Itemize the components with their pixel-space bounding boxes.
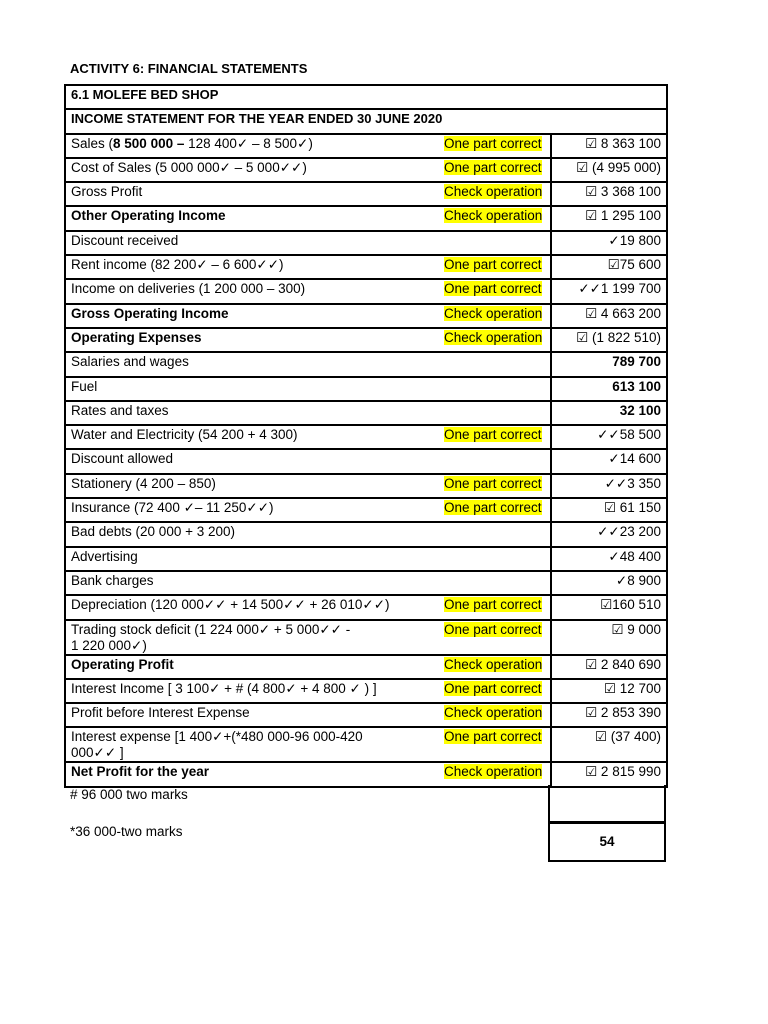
- highlighted-marking-note: One part correct: [444, 427, 542, 443]
- marking-note: [437, 328, 551, 352]
- marking-note: [437, 352, 551, 376]
- marking-note: [437, 679, 551, 703]
- marking-note: [437, 304, 551, 328]
- line-item-description: Salaries and wages: [65, 352, 437, 376]
- statement-row: [65, 231, 667, 255]
- highlighted-marking-note: Check operation: [444, 208, 543, 224]
- marking-note: [437, 547, 551, 571]
- statement-row: [65, 620, 667, 655]
- statement-row: [65, 425, 667, 449]
- line-item-description: Water and Electricity (54 200 + 4 300): [65, 425, 437, 449]
- line-item-description: Interest expense [1 400✓+(*480 000-96 000-420 000✓✓ ]: [65, 727, 437, 762]
- total-marks: 54: [548, 822, 666, 862]
- line-item-amount: ✓✓1 199 700: [551, 279, 667, 303]
- line-item-description: Discount allowed: [65, 449, 437, 473]
- line-item-amount: ☑ (1 822 510): [551, 328, 667, 352]
- marking-note: [437, 255, 551, 279]
- highlighted-marking-note: Check operation: [444, 656, 543, 672]
- statement-row: [65, 522, 667, 546]
- footnote: # 96 000 two marks: [70, 787, 188, 802]
- statement-heading: INCOME STATEMENT FOR THE YEAR ENDED 30 JUNE 2020: [65, 109, 667, 133]
- income-statement-table: [64, 84, 668, 788]
- statement-row: [65, 474, 667, 498]
- highlighted-marking-note: Check operation: [444, 305, 543, 321]
- line-item-description: Income on deliveries (1 200 000 – 300): [65, 279, 437, 303]
- line-item-description: Fuel: [65, 377, 437, 401]
- marking-note: [437, 449, 551, 473]
- statement-row: [65, 449, 667, 473]
- line-item-description: Sales (8 500 000 – 128 400✓ – 8 500✓): [65, 134, 437, 158]
- footnote: *36 000-two marks: [70, 824, 183, 839]
- statement-row: [65, 762, 667, 786]
- line-item-amount: ☑ 2 853 390: [551, 703, 667, 727]
- line-item-amount: ☑ 8 363 100: [551, 134, 667, 158]
- highlighted-marking-note: One part correct: [444, 475, 542, 491]
- line-item-description: Advertising: [65, 547, 437, 571]
- marking-note: [437, 498, 551, 522]
- highlighted-marking-note: One part correct: [444, 729, 542, 745]
- line-item-description: Profit before Interest Expense: [65, 703, 437, 727]
- line-item-amount: 789 700: [551, 352, 667, 376]
- line-item-description: Discount received: [65, 231, 437, 255]
- line-item-amount: ☑ 2 815 990: [551, 762, 667, 786]
- line-item-amount: ☑ 3 368 100: [551, 182, 667, 206]
- statement-row: [65, 279, 667, 303]
- highlighted-marking-note: One part correct: [444, 621, 542, 637]
- line-item-description: Bank charges: [65, 571, 437, 595]
- marking-note: [437, 401, 551, 425]
- marking-note: [437, 595, 551, 619]
- line-item-amount: ✓19 800: [551, 231, 667, 255]
- statement-row: [65, 328, 667, 352]
- highlighted-marking-note: One part correct: [444, 257, 542, 273]
- line-item-amount: ✓8 900: [551, 571, 667, 595]
- marking-note: [437, 474, 551, 498]
- line-item-amount: ✓✓58 500: [551, 425, 667, 449]
- line-item-description: Operating Profit: [65, 655, 437, 679]
- line-item-amount: ☑ 61 150: [551, 498, 667, 522]
- line-item-description: Depreciation (120 000✓✓ + 14 500✓✓ + 26 010✓✓): [65, 595, 437, 619]
- highlighted-marking-note: One part correct: [444, 597, 542, 613]
- line-item-description: Rates and taxes: [65, 401, 437, 425]
- line-item-amount: ☑ 9 000: [551, 620, 667, 655]
- line-item-description: Trading stock deficit (1 224 000✓ + 5 000✓✓ - 1 220 000✓): [65, 620, 437, 655]
- marking-note: [437, 182, 551, 206]
- line-item-amount: ☑ (4 995 000): [551, 158, 667, 182]
- line-item-description: Gross Profit: [65, 182, 437, 206]
- line-item-description: Interest Income [ 3 100✓ + # (4 800✓ + 4 800 ✓ ) ]: [65, 679, 437, 703]
- marking-note: [437, 377, 551, 401]
- highlighted-marking-note: One part correct: [444, 500, 542, 516]
- statement-row: [65, 352, 667, 376]
- statement-row: [65, 206, 667, 230]
- highlighted-marking-note: Check operation: [444, 184, 543, 200]
- marking-note: [437, 703, 551, 727]
- statement-row: [65, 498, 667, 522]
- line-item-amount: ✓48 400: [551, 547, 667, 571]
- line-item-description: Other Operating Income: [65, 206, 437, 230]
- line-item-description: Rent income (82 200✓ – 6 600✓✓): [65, 255, 437, 279]
- statement-row: [65, 377, 667, 401]
- line-item-amount: ☑ 4 663 200: [551, 304, 667, 328]
- line-item-amount: ☑75 600: [551, 255, 667, 279]
- statement-row: [65, 134, 667, 158]
- line-item-amount: ✓✓23 200: [551, 522, 667, 546]
- marking-note: [437, 522, 551, 546]
- line-item-description: Cost of Sales (5 000 000✓ – 5 000✓✓): [65, 158, 437, 182]
- statement-row: [65, 401, 667, 425]
- line-item-amount: ☑ 2 840 690: [551, 655, 667, 679]
- statement-row: [65, 182, 667, 206]
- line-item-description: Operating Expenses: [65, 328, 437, 352]
- statement-row: [65, 703, 667, 727]
- statement-row: [65, 571, 667, 595]
- line-item-description: Gross Operating Income: [65, 304, 437, 328]
- line-item-amount: ☑ 12 700: [551, 679, 667, 703]
- marking-note: [437, 206, 551, 230]
- statement-row: [65, 304, 667, 328]
- statement-row: [65, 655, 667, 679]
- line-item-amount: ✓14 600: [551, 449, 667, 473]
- line-item-amount: ☑ 1 295 100: [551, 206, 667, 230]
- section-heading: 6.1 MOLEFE BED SHOP: [65, 85, 667, 109]
- highlighted-marking-note: One part correct: [444, 281, 542, 297]
- marking-note: [437, 727, 551, 762]
- line-item-amount: 613 100: [551, 377, 667, 401]
- line-item-amount: ✓✓3 350: [551, 474, 667, 498]
- marking-note: [437, 762, 551, 786]
- statement-row: [65, 727, 667, 762]
- marking-note: [437, 425, 551, 449]
- marking-note: [437, 571, 551, 595]
- highlighted-marking-note: Check operation: [444, 705, 543, 721]
- statement-row: [65, 255, 667, 279]
- marking-note: [437, 134, 551, 158]
- statement-row: [65, 595, 667, 619]
- highlighted-marking-note: Check operation: [444, 329, 543, 345]
- marking-note: [437, 655, 551, 679]
- line-item-description: Stationery (4 200 – 850): [65, 474, 437, 498]
- line-item-description: Net Profit for the year: [65, 762, 437, 786]
- highlighted-marking-note: One part correct: [444, 680, 542, 696]
- line-item-amount: ☑ (37 400): [551, 727, 667, 762]
- activity-title: ACTIVITY 6: FINANCIAL STATEMENTS: [70, 61, 308, 76]
- highlighted-marking-note: One part correct: [444, 159, 542, 175]
- highlighted-marking-note: Check operation: [444, 764, 543, 780]
- line-item-description: Bad debts (20 000 + 3 200): [65, 522, 437, 546]
- line-item-description: Insurance (72 400 ✓– 11 250✓✓): [65, 498, 437, 522]
- statement-row: [65, 158, 667, 182]
- marking-note: [437, 231, 551, 255]
- marks-box-empty: [548, 785, 666, 823]
- marking-note: [437, 620, 551, 655]
- highlighted-marking-note: One part correct: [444, 135, 542, 151]
- line-item-amount: 32 100: [551, 401, 667, 425]
- marking-note: [437, 279, 551, 303]
- line-item-amount: ☑160 510: [551, 595, 667, 619]
- marking-note: [437, 158, 551, 182]
- statement-row: [65, 547, 667, 571]
- statement-row: [65, 679, 667, 703]
